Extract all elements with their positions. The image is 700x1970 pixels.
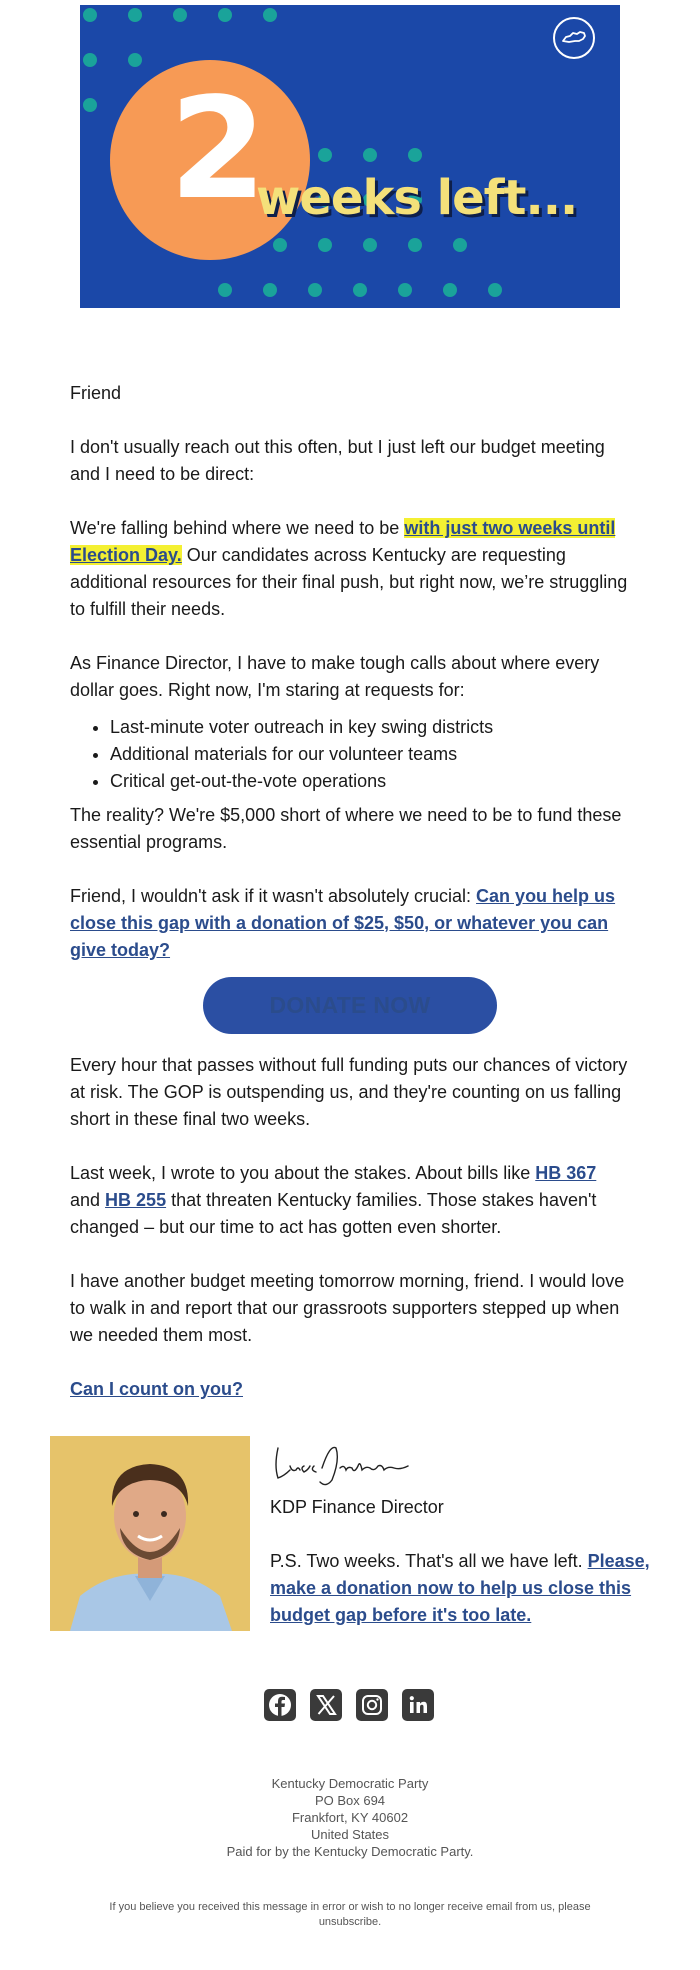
director-title: KDP Finance Director xyxy=(270,1497,444,1517)
donate-now-button[interactable]: DONATE NOW xyxy=(203,977,497,1034)
ps-text: P.S. Two weeks. That's all we have left. xyxy=(270,1551,588,1571)
kentucky-logo-icon xyxy=(553,17,595,59)
list-item: • Critical get-out-the-vote operations xyxy=(110,768,630,795)
p7-text-a: Last week, I wrote to you about the stakes. About bills like xyxy=(70,1163,536,1183)
footer-org: Kentucky Democratic Party xyxy=(271,1776,429,1791)
footer-address xyxy=(0,1775,700,1860)
election-day-link[interactable]: with just two weeks until Election Day. xyxy=(70,518,616,565)
paragraph-ask xyxy=(70,883,630,964)
footer-unsubscribe-text[interactable]: If you believe you received this message in error or wish to no longer receive email from us, please unsubscribe. xyxy=(109,1901,591,1928)
p2-text-after: Our candidates across Kentucky are requesting additional resources for their final push, but right now, we’re struggling to fulfill their needs. xyxy=(70,545,628,619)
paragraph-falling-behind xyxy=(70,515,630,623)
paragraph-intro: I don't usually reach out this often, but I just left our budget meeting and I need to be direct: xyxy=(70,437,605,484)
hero-banner xyxy=(80,5,620,308)
greeting: Friend xyxy=(70,383,122,403)
facebook-icon[interactable] xyxy=(264,1689,296,1721)
paragraph-reality: The reality? We're $5,000 short of where we need to be to fund these essential programs. xyxy=(70,805,622,852)
email-body xyxy=(70,380,630,1430)
hb-255-link[interactable]: HB 255 xyxy=(105,1190,167,1210)
paragraph-budget-meeting: I have another budget meeting tomorrow morning, friend. I would love to walk in and report that our grassroots supporters stepped up when we needed them most. xyxy=(70,1271,625,1345)
donate-wrapper xyxy=(70,977,630,1034)
linkedin-icon[interactable] xyxy=(402,1689,434,1721)
director-photo xyxy=(50,1436,250,1631)
list-item: • Additional materials for our volunteer teams xyxy=(110,741,630,768)
hero-headline: weeks left... xyxy=(256,170,578,226)
signature-image xyxy=(270,1436,420,1494)
paragraph-finance-director: As Finance Director, I have to make tough calls about where every dollar goes. Right now, I'm staring at requests for: xyxy=(70,653,600,700)
kentucky-shape-icon xyxy=(555,19,593,57)
footer-country: United States xyxy=(310,1827,390,1842)
ps-donate-link[interactable]: Please, make a donation now to help us close this budget gap before it's too late. xyxy=(270,1551,650,1625)
hero-number: 2 xyxy=(169,68,267,231)
paragraph-cta xyxy=(70,1376,630,1403)
p5-text-before: Friend, I wouldn't ask if it wasn't absolutely crucial: xyxy=(70,886,477,906)
hb-367-link[interactable]: HB 367 xyxy=(535,1163,597,1183)
director-portrait-image xyxy=(50,1436,250,1631)
footer-paid-for: Paid for by the Kentucky Democratic Party. xyxy=(226,1844,474,1859)
footer-address-line1: PO Box 694 xyxy=(314,1793,386,1808)
social-icons xyxy=(264,1689,436,1723)
p2-text-before: We're falling behind where we need to be xyxy=(70,518,405,538)
count-on-you-link[interactable]: Can I count on you? xyxy=(70,1379,243,1399)
x-icon[interactable] xyxy=(310,1689,342,1721)
donation-ask-link[interactable]: Can you help us close this gap with a donation of $25, $50, or whatever you can give today? xyxy=(70,886,616,960)
list-item: • Last-minute voter outreach in key swing districts xyxy=(110,714,630,741)
signature-text-column xyxy=(270,1436,650,1629)
footer-address-line2: Frankfort, KY 40602 xyxy=(291,1810,409,1825)
ps-paragraph xyxy=(270,1548,650,1629)
paragraph-every-hour: Every hour that passes without full funding puts our chances of victory at risk. The GOP is outspending us, and they're counting on us falling short in these final two weeks. xyxy=(70,1055,628,1129)
request-list xyxy=(70,714,630,795)
handwritten-signature xyxy=(270,1436,650,1494)
instagram-icon[interactable] xyxy=(356,1689,388,1721)
p7-text-b: and xyxy=(70,1190,106,1210)
paragraph-bills xyxy=(70,1160,630,1241)
signature-block xyxy=(50,1436,650,1631)
p7-text-c: that threaten Kentucky families. Those stakes haven't changed – but our time to act has gotten even shorter. xyxy=(70,1190,597,1237)
